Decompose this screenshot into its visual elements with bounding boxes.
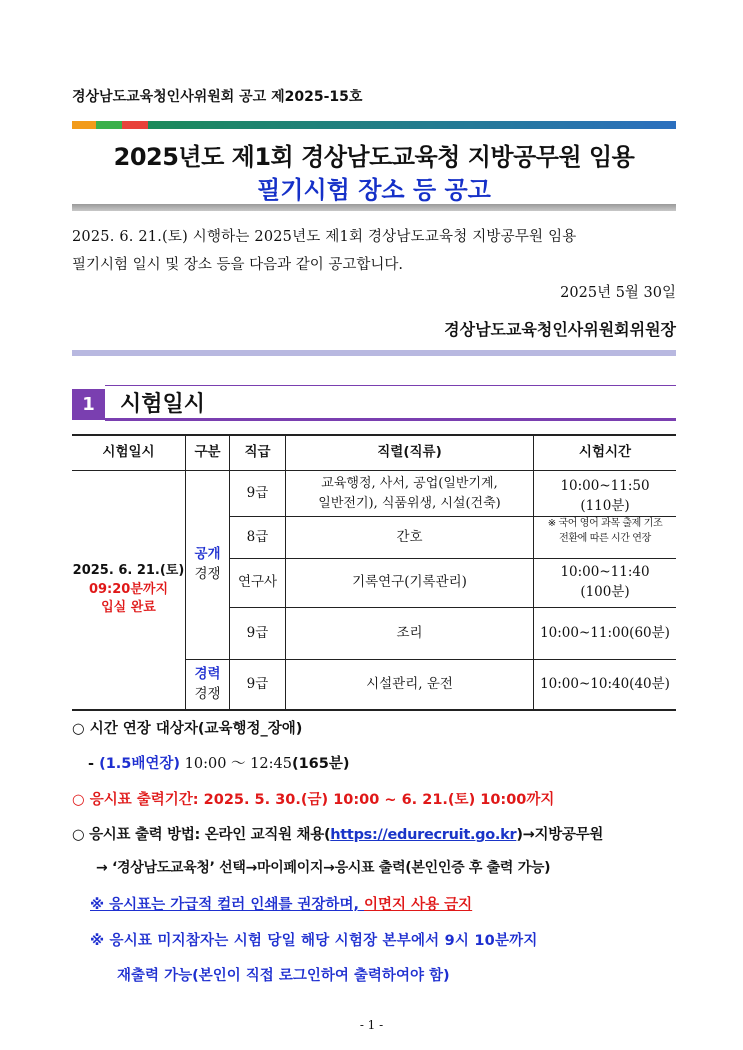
header-exam-date: 시험일시 [102,444,155,461]
note-reprint: ※ 응시표 미지참자는 시험 당일 해당 시험장 본부에서 9시 10분까지 [90,933,538,949]
section-line [105,418,676,421]
header-series: 직렬(직류) [377,444,442,461]
note-color-print [90,893,472,914]
intro-text: 필기시험 일시 및 장소 등을 다음과 같이 공고합니다. [72,257,404,273]
time-range: 10:00~11:40 [560,564,650,581]
time-cell [534,559,676,607]
note-extension: ○ 시간 연장 대상자(교육행정_장애) [72,721,303,737]
header-grade: 직급 [244,444,271,461]
divider [72,204,676,211]
print-method-text: )→지방공무원 [516,827,604,843]
exam-date: 2025. 6. 21.(토) [72,562,185,578]
print-method-text: ○ 응시표 출력 방법: 온라인 교직원 채용( [72,827,331,843]
extension-duration: (165분) [291,756,350,772]
exam-date-cell [72,471,185,709]
extension-rate: (1.5배연장) [99,756,181,772]
entry-complete: 입실 완료 [101,600,156,616]
note-print-method [72,823,603,844]
time-cell: 10:00~11:00(60분) [540,624,670,641]
series-cell: 기록연구(기록관리) [352,574,467,591]
page-number: - 1 - [359,1018,384,1032]
category-open-sub: 경쟁 [194,566,221,582]
decorative-color-bar [72,121,676,129]
time-cell [534,471,676,558]
category-career [186,660,229,709]
section-number: 1 [72,389,105,420]
category-career-sub: 경쟁 [194,685,221,702]
series-cell [286,471,533,516]
time-note: 전환에 따른 시간 연장 [559,533,651,545]
time-duration: (100분) [580,584,630,600]
grade-cell: 연구사 [237,574,278,591]
note-reprint-cont: 재출력 가능(본인이 직접 로그인하여 출력하여야 함) [117,968,450,984]
color-print-text: ※ 응시표는 가급적 컬러 인쇄를 권장하며, [90,897,365,913]
dash: - [88,756,100,772]
time-range: 10:00~11:50 [560,478,650,494]
issuer: 경상남도교육청인사위원회위원장 [444,320,676,339]
notice-number: 경상남도교육청인사위원회 공고 제2025-15호 [72,89,363,105]
grade-cell: 8급 [246,528,269,545]
note-extension-detail [88,752,349,773]
time-duration: (110분) [580,497,630,514]
series-text: 일반전기), 식품위생, 시설(건축) [318,495,501,511]
section-title: 시험일시 [120,392,206,417]
header-category: 구분 [194,444,221,461]
header-exam-time: 시험시간 [578,444,632,461]
series-cell: 시설관리, 운전 [366,675,453,692]
note-print-steps: → ‘경상남도교육청’ 선택→마이페이지→응시표 출력(본인인증 후 출력 가능) [96,860,551,876]
note-print-period: ○ 응시표 출력기간: 2025. 5. 30.(금) 10:00 ~ 6. 21.(토) 10:00까지 [72,792,555,808]
section-line [105,385,676,386]
page-title: 2025년도 제1회 경상남도교육청 지방공무원 임용 [113,143,635,171]
category-open [186,471,229,659]
entry-time: 09:20분까지 [88,581,169,597]
category-career-label: 경력 [194,665,221,682]
notice-date: 2025년 5월 30일 [560,285,676,301]
time-cell: 10:00~10:40(40분) [540,675,670,692]
page-subtitle: 필기시험 장소 등 공고 [257,176,491,204]
category-open-label: 공개 [194,546,221,563]
time-note: ※ 국어 영어 과목 출제 기조 [547,518,663,530]
extension-time: 10:00 ～ 12:45 [180,756,292,772]
grade-cell: 9급 [246,484,269,501]
grade-cell: 9급 [246,675,269,692]
no-scrap-paper: 이면지 사용 금지 [364,897,473,913]
series-cell: 간호 [396,528,423,545]
series-cell: 조리 [396,624,423,641]
grade-cell: 9급 [246,624,269,641]
edurecruit-link[interactable]: https://edurecruit.go.kr [330,827,517,843]
divider [72,350,676,356]
series-text: 교육행정, 사서, 공업(일반기계, [321,476,498,491]
intro-text: 2025. 6. 21.(토) 시행하는 2025년도 제1회 경상남도교육청 지방공무원 임용 [72,229,577,245]
